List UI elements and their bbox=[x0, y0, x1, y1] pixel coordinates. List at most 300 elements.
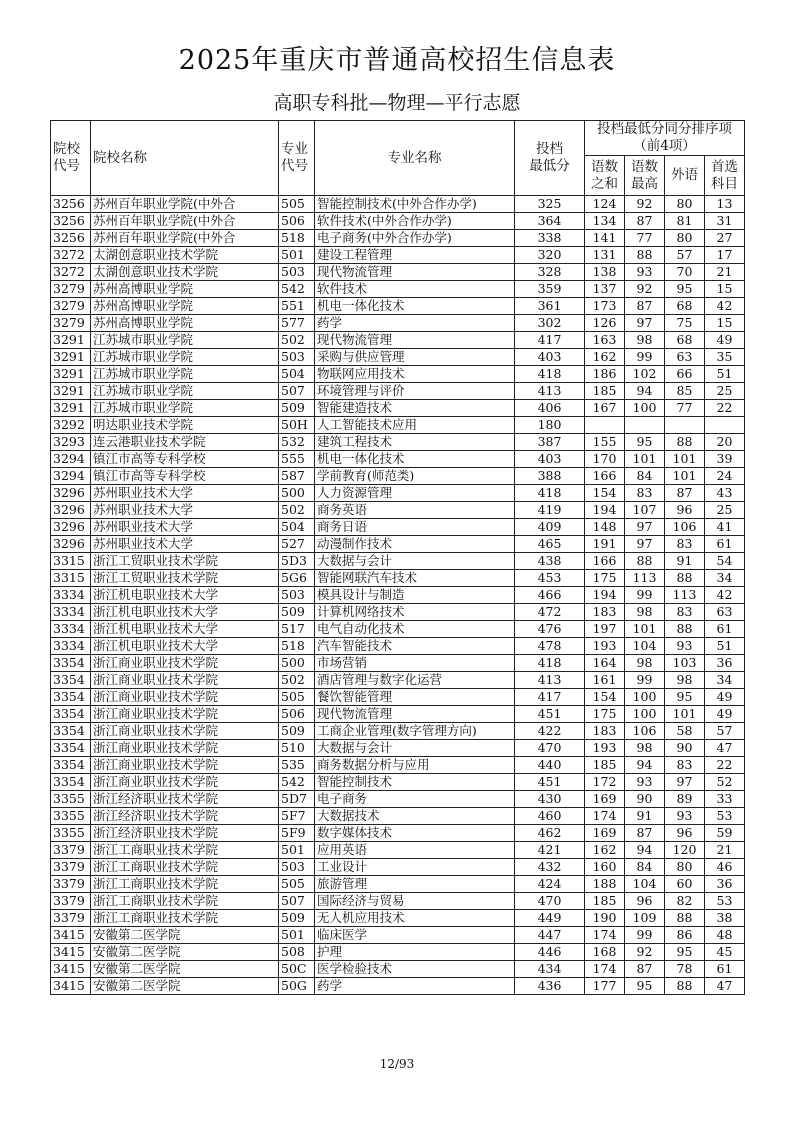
foreign-language-cell: 97 bbox=[665, 774, 705, 791]
min-score-cell: 436 bbox=[515, 978, 585, 995]
first-subject-cell: 35 bbox=[705, 349, 745, 366]
major-code-cell: 555 bbox=[279, 451, 315, 468]
school-name-cell: 苏州高博职业学院 bbox=[91, 298, 279, 315]
min-score-cell: 320 bbox=[515, 247, 585, 264]
table-row bbox=[51, 536, 745, 553]
major-name-cell: 市场营销 bbox=[315, 655, 515, 672]
chinese-math-sum-cell: 174 bbox=[585, 961, 625, 978]
min-score-cell: 302 bbox=[515, 315, 585, 332]
first-subject-cell: 54 bbox=[705, 553, 745, 570]
chinese-math-max-cell: 83 bbox=[625, 485, 665, 502]
major-code-cell: 518 bbox=[279, 638, 315, 655]
chinese-math-sum-cell: 177 bbox=[585, 978, 625, 995]
chinese-math-max-cell: 104 bbox=[625, 876, 665, 893]
school-name-cell: 苏州高博职业学院 bbox=[91, 281, 279, 298]
chinese-math-sum-cell: 174 bbox=[585, 927, 625, 944]
first-subject-cell: 34 bbox=[705, 672, 745, 689]
school-name-cell: 太湖创意职业技术学院 bbox=[91, 247, 279, 264]
table-row bbox=[51, 723, 745, 740]
school-code-cell: 3272 bbox=[51, 247, 91, 264]
table-row bbox=[51, 281, 745, 298]
major-name-cell: 汽车智能技术 bbox=[315, 638, 515, 655]
chinese-math-sum-cell: 173 bbox=[585, 298, 625, 315]
first-subject-cell: 20 bbox=[705, 434, 745, 451]
school-name-cell: 安徽第二医学院 bbox=[91, 978, 279, 995]
first-subject-cell: 15 bbox=[705, 281, 745, 298]
chinese-math-max-cell: 99 bbox=[625, 587, 665, 604]
chinese-math-max-cell: 88 bbox=[625, 247, 665, 264]
foreign-language-cell bbox=[665, 417, 705, 434]
major-code-cell: 507 bbox=[279, 893, 315, 910]
header-major-name: 专业名称 bbox=[315, 121, 515, 196]
major-code-cell: 505 bbox=[279, 689, 315, 706]
min-score-cell: 387 bbox=[515, 434, 585, 451]
foreign-language-cell: 90 bbox=[665, 740, 705, 757]
major-code-cell: 509 bbox=[279, 910, 315, 927]
school-name-cell: 江苏城市职业学院 bbox=[91, 400, 279, 417]
school-code-cell: 3272 bbox=[51, 264, 91, 281]
chinese-math-sum-cell: 131 bbox=[585, 247, 625, 264]
school-name-cell: 浙江工商职业技术学院 bbox=[91, 842, 279, 859]
chinese-math-max-cell: 95 bbox=[625, 978, 665, 995]
first-subject-cell: 52 bbox=[705, 774, 745, 791]
major-name-cell: 建筑工程技术 bbox=[315, 434, 515, 451]
school-name-cell: 浙江机电职业技术大学 bbox=[91, 604, 279, 621]
school-code-cell: 3256 bbox=[51, 230, 91, 247]
school-name-cell: 苏州职业技术大学 bbox=[91, 519, 279, 536]
chinese-math-max-cell: 98 bbox=[625, 740, 665, 757]
major-code-cell: 532 bbox=[279, 434, 315, 451]
first-subject-cell: 21 bbox=[705, 264, 745, 281]
first-subject-cell: 61 bbox=[705, 536, 745, 553]
school-name-cell: 浙江商业职业技术学院 bbox=[91, 740, 279, 757]
major-code-cell: 542 bbox=[279, 281, 315, 298]
major-name-cell: 国际经济与贸易 bbox=[315, 893, 515, 910]
foreign-language-cell: 93 bbox=[665, 638, 705, 655]
foreign-language-cell: 66 bbox=[665, 366, 705, 383]
school-name-cell: 浙江机电职业技术大学 bbox=[91, 638, 279, 655]
table-body bbox=[51, 196, 745, 995]
school-code-cell: 3296 bbox=[51, 485, 91, 502]
chinese-math-sum-cell: 160 bbox=[585, 859, 625, 876]
chinese-math-max-cell: 94 bbox=[625, 757, 665, 774]
first-subject-cell: 41 bbox=[705, 519, 745, 536]
school-code-cell: 3355 bbox=[51, 825, 91, 842]
major-code-cell: 5D7 bbox=[279, 791, 315, 808]
foreign-language-cell: 93 bbox=[665, 808, 705, 825]
table-row bbox=[51, 672, 745, 689]
first-subject-cell: 34 bbox=[705, 570, 745, 587]
foreign-language-cell: 120 bbox=[665, 842, 705, 859]
table-row bbox=[51, 604, 745, 621]
chinese-math-sum-cell: 185 bbox=[585, 383, 625, 400]
school-code-cell: 3294 bbox=[51, 468, 91, 485]
chinese-math-sum-cell: 148 bbox=[585, 519, 625, 536]
school-code-cell: 3296 bbox=[51, 519, 91, 536]
chinese-math-sum-cell: 191 bbox=[585, 536, 625, 553]
foreign-language-cell: 80 bbox=[665, 196, 705, 213]
table-row bbox=[51, 349, 745, 366]
major-code-cell: 505 bbox=[279, 196, 315, 213]
min-score-cell: 338 bbox=[515, 230, 585, 247]
chinese-math-sum-cell: 190 bbox=[585, 910, 625, 927]
chinese-math-max-cell: 100 bbox=[625, 689, 665, 706]
chinese-math-max-cell: 101 bbox=[625, 621, 665, 638]
chinese-math-sum-cell: 162 bbox=[585, 349, 625, 366]
min-score-cell: 434 bbox=[515, 961, 585, 978]
header-min-score: 投档 最低分 bbox=[515, 121, 585, 196]
table-row bbox=[51, 961, 745, 978]
table-row bbox=[51, 468, 745, 485]
major-name-cell: 动漫制作技术 bbox=[315, 536, 515, 553]
min-score-cell: 451 bbox=[515, 774, 585, 791]
min-score-cell: 470 bbox=[515, 740, 585, 757]
chinese-math-max-cell: 88 bbox=[625, 553, 665, 570]
first-subject-cell: 49 bbox=[705, 706, 745, 723]
page-title: 2025年重庆市普通高校招生信息表 bbox=[178, 45, 616, 76]
chinese-math-max-cell: 92 bbox=[625, 944, 665, 961]
school-code-cell: 3279 bbox=[51, 298, 91, 315]
major-name-cell: 药学 bbox=[315, 315, 515, 332]
first-subject-cell: 45 bbox=[705, 944, 745, 961]
header-school-name: 院校名称 bbox=[91, 121, 279, 196]
table-row bbox=[51, 791, 745, 808]
min-score-cell: 180 bbox=[515, 417, 585, 434]
chinese-math-max-cell: 84 bbox=[625, 859, 665, 876]
school-name-cell: 安徽第二医学院 bbox=[91, 961, 279, 978]
major-code-cell: 503 bbox=[279, 349, 315, 366]
first-subject-cell: 47 bbox=[705, 740, 745, 757]
min-score-cell: 413 bbox=[515, 383, 585, 400]
major-code-cell: 502 bbox=[279, 672, 315, 689]
first-subject-cell: 38 bbox=[705, 910, 745, 927]
school-code-cell: 3334 bbox=[51, 621, 91, 638]
major-name-cell: 药学 bbox=[315, 978, 515, 995]
major-code-cell: 5F7 bbox=[279, 808, 315, 825]
chinese-math-max-cell: 92 bbox=[625, 281, 665, 298]
first-subject-cell: 43 bbox=[705, 485, 745, 502]
first-subject-cell: 47 bbox=[705, 978, 745, 995]
foreign-language-cell: 80 bbox=[665, 230, 705, 247]
min-score-cell: 466 bbox=[515, 587, 585, 604]
chinese-math-max-cell: 98 bbox=[625, 604, 665, 621]
school-code-cell: 3354 bbox=[51, 689, 91, 706]
min-score-cell: 406 bbox=[515, 400, 585, 417]
chinese-math-sum-cell: 134 bbox=[585, 213, 625, 230]
foreign-language-cell: 81 bbox=[665, 213, 705, 230]
foreign-language-cell: 83 bbox=[665, 604, 705, 621]
major-name-cell: 采购与供应管理 bbox=[315, 349, 515, 366]
min-score-cell: 418 bbox=[515, 655, 585, 672]
min-score-cell: 478 bbox=[515, 638, 585, 655]
table-row bbox=[51, 196, 745, 213]
school-name-cell: 浙江经济职业技术学院 bbox=[91, 825, 279, 842]
major-code-cell: 5D3 bbox=[279, 553, 315, 570]
school-code-cell: 3315 bbox=[51, 553, 91, 570]
major-name-cell: 临床医学 bbox=[315, 927, 515, 944]
table-row bbox=[51, 757, 745, 774]
chinese-math-sum-cell: 170 bbox=[585, 451, 625, 468]
table-row bbox=[51, 893, 745, 910]
school-name-cell: 浙江商业职业技术学院 bbox=[91, 672, 279, 689]
foreign-language-cell: 63 bbox=[665, 349, 705, 366]
school-code-cell: 3334 bbox=[51, 638, 91, 655]
major-code-cell: 500 bbox=[279, 655, 315, 672]
first-subject-cell: 59 bbox=[705, 825, 745, 842]
min-score-cell: 419 bbox=[515, 502, 585, 519]
chinese-math-max-cell: 97 bbox=[625, 315, 665, 332]
major-code-cell: 509 bbox=[279, 400, 315, 417]
table-row bbox=[51, 842, 745, 859]
admission-table bbox=[50, 120, 745, 995]
first-subject-cell: 48 bbox=[705, 927, 745, 944]
chinese-math-sum-cell: 163 bbox=[585, 332, 625, 349]
chinese-math-sum-cell: 188 bbox=[585, 876, 625, 893]
school-name-cell: 浙江商业职业技术学院 bbox=[91, 774, 279, 791]
chinese-math-max-cell: 99 bbox=[625, 927, 665, 944]
major-name-cell: 大数据与会计 bbox=[315, 740, 515, 757]
school-code-cell: 3291 bbox=[51, 349, 91, 366]
chinese-math-max-cell bbox=[625, 417, 665, 434]
school-name-cell: 安徽第二医学院 bbox=[91, 927, 279, 944]
chinese-math-max-cell: 95 bbox=[625, 434, 665, 451]
major-code-cell: 577 bbox=[279, 315, 315, 332]
foreign-language-cell: 101 bbox=[665, 706, 705, 723]
school-name-cell: 浙江商业职业技术学院 bbox=[91, 723, 279, 740]
table-row bbox=[51, 383, 745, 400]
major-code-cell: 507 bbox=[279, 383, 315, 400]
school-code-cell: 3354 bbox=[51, 723, 91, 740]
school-code-cell: 3354 bbox=[51, 757, 91, 774]
foreign-language-cell: 88 bbox=[665, 434, 705, 451]
table-row bbox=[51, 519, 745, 536]
chinese-math-max-cell: 77 bbox=[625, 230, 665, 247]
major-name-cell: 现代物流管理 bbox=[315, 332, 515, 349]
school-code-cell: 3355 bbox=[51, 791, 91, 808]
school-code-cell: 3291 bbox=[51, 383, 91, 400]
chinese-math-max-cell: 87 bbox=[625, 298, 665, 315]
first-subject-cell: 15 bbox=[705, 315, 745, 332]
foreign-language-cell: 95 bbox=[665, 281, 705, 298]
major-code-cell: 518 bbox=[279, 230, 315, 247]
major-name-cell: 无人机应用技术 bbox=[315, 910, 515, 927]
chinese-math-sum-cell: 183 bbox=[585, 604, 625, 621]
table-row bbox=[51, 621, 745, 638]
chinese-math-sum-cell: 166 bbox=[585, 553, 625, 570]
chinese-math-max-cell: 91 bbox=[625, 808, 665, 825]
chinese-math-max-cell: 100 bbox=[625, 400, 665, 417]
chinese-math-max-cell: 87 bbox=[625, 825, 665, 842]
table-row bbox=[51, 774, 745, 791]
major-name-cell: 智能控制技术 bbox=[315, 774, 515, 791]
foreign-language-cell: 88 bbox=[665, 978, 705, 995]
page-subtitle: 高职专科批—物理—平行志愿 bbox=[273, 92, 521, 114]
school-code-cell: 3291 bbox=[51, 366, 91, 383]
foreign-language-cell: 68 bbox=[665, 298, 705, 315]
min-score-cell: 460 bbox=[515, 808, 585, 825]
school-code-cell: 3354 bbox=[51, 774, 91, 791]
major-name-cell: 智能控制技术(中外合作办学) bbox=[315, 196, 515, 213]
table-row bbox=[51, 298, 745, 315]
chinese-math-sum-cell: 186 bbox=[585, 366, 625, 383]
major-name-cell: 旅游管理 bbox=[315, 876, 515, 893]
major-code-cell: 506 bbox=[279, 706, 315, 723]
school-code-cell: 3292 bbox=[51, 417, 91, 434]
chinese-math-sum-cell: 185 bbox=[585, 757, 625, 774]
min-score-cell: 465 bbox=[515, 536, 585, 553]
min-score-cell: 418 bbox=[515, 366, 585, 383]
school-code-cell: 3334 bbox=[51, 604, 91, 621]
chinese-math-sum-cell: 137 bbox=[585, 281, 625, 298]
foreign-language-cell: 70 bbox=[665, 264, 705, 281]
school-name-cell: 连云港职业技术学院 bbox=[91, 434, 279, 451]
school-name-cell: 浙江商业职业技术学院 bbox=[91, 706, 279, 723]
table-row bbox=[51, 944, 745, 961]
major-code-cell: 510 bbox=[279, 740, 315, 757]
major-name-cell: 人工智能技术应用 bbox=[315, 417, 515, 434]
table-row bbox=[51, 553, 745, 570]
first-subject-cell: 51 bbox=[705, 638, 745, 655]
chinese-math-sum-cell: 154 bbox=[585, 485, 625, 502]
table-row bbox=[51, 485, 745, 502]
chinese-math-max-cell: 107 bbox=[625, 502, 665, 519]
school-name-cell: 安徽第二医学院 bbox=[91, 944, 279, 961]
foreign-language-cell: 87 bbox=[665, 485, 705, 502]
major-name-cell: 智能建造技术 bbox=[315, 400, 515, 417]
chinese-math-sum-cell: 124 bbox=[585, 196, 625, 213]
chinese-math-max-cell: 87 bbox=[625, 213, 665, 230]
chinese-math-sum-cell: 175 bbox=[585, 570, 625, 587]
table-row bbox=[51, 876, 745, 893]
table-row bbox=[51, 230, 745, 247]
min-score-cell: 424 bbox=[515, 876, 585, 893]
school-code-cell: 3415 bbox=[51, 927, 91, 944]
school-name-cell: 镇江市高等专科学校 bbox=[91, 468, 279, 485]
school-code-cell: 3379 bbox=[51, 910, 91, 927]
school-name-cell: 浙江机电职业技术大学 bbox=[91, 587, 279, 604]
major-code-cell: 535 bbox=[279, 757, 315, 774]
table-header bbox=[51, 121, 745, 196]
foreign-language-cell: 86 bbox=[665, 927, 705, 944]
major-code-cell: 502 bbox=[279, 332, 315, 349]
table-row bbox=[51, 927, 745, 944]
major-name-cell: 环境管理与评价 bbox=[315, 383, 515, 400]
table-row bbox=[51, 638, 745, 655]
school-code-cell: 3294 bbox=[51, 451, 91, 468]
chinese-math-sum-cell: 168 bbox=[585, 944, 625, 961]
major-code-cell: 502 bbox=[279, 502, 315, 519]
foreign-language-cell: 77 bbox=[665, 400, 705, 417]
major-code-cell: 503 bbox=[279, 264, 315, 281]
table-row bbox=[51, 434, 745, 451]
chinese-math-max-cell: 102 bbox=[625, 366, 665, 383]
chinese-math-sum-cell: 183 bbox=[585, 723, 625, 740]
first-subject-cell: 42 bbox=[705, 298, 745, 315]
table-row bbox=[51, 264, 745, 281]
school-name-cell: 浙江工商职业技术学院 bbox=[91, 910, 279, 927]
foreign-language-cell: 75 bbox=[665, 315, 705, 332]
table-row bbox=[51, 978, 745, 995]
school-name-cell: 太湖创意职业技术学院 bbox=[91, 264, 279, 281]
major-code-cell: 5F9 bbox=[279, 825, 315, 842]
major-name-cell: 机电一体化技术 bbox=[315, 451, 515, 468]
school-name-cell: 明达职业技术学院 bbox=[91, 417, 279, 434]
min-score-cell: 422 bbox=[515, 723, 585, 740]
chinese-math-sum-cell: 193 bbox=[585, 740, 625, 757]
school-name-cell: 浙江商业职业技术学院 bbox=[91, 757, 279, 774]
major-name-cell: 电子商务 bbox=[315, 791, 515, 808]
school-code-cell: 3355 bbox=[51, 808, 91, 825]
first-subject-cell: 61 bbox=[705, 621, 745, 638]
chinese-math-max-cell: 109 bbox=[625, 910, 665, 927]
first-subject-cell: 25 bbox=[705, 383, 745, 400]
school-name-cell: 浙江商业职业技术学院 bbox=[91, 689, 279, 706]
major-name-cell: 现代物流管理 bbox=[315, 264, 515, 281]
header-school-code: 院校 代号 bbox=[51, 121, 91, 196]
school-code-cell: 3291 bbox=[51, 400, 91, 417]
header-first-subject: 首选 科目 bbox=[705, 156, 745, 196]
chinese-math-max-cell: 87 bbox=[625, 961, 665, 978]
chinese-math-sum-cell: 164 bbox=[585, 655, 625, 672]
chinese-math-max-cell: 90 bbox=[625, 791, 665, 808]
chinese-math-sum-cell: 197 bbox=[585, 621, 625, 638]
first-subject-cell: 63 bbox=[705, 604, 745, 621]
major-name-cell: 机电一体化技术 bbox=[315, 298, 515, 315]
foreign-language-cell: 88 bbox=[665, 621, 705, 638]
major-code-cell: 503 bbox=[279, 587, 315, 604]
major-name-cell: 智能网联汽车技术 bbox=[315, 570, 515, 587]
major-name-cell: 电子商务(中外合作办学) bbox=[315, 230, 515, 247]
chinese-math-sum-cell: 185 bbox=[585, 893, 625, 910]
school-name-cell: 苏州百年职业学院(中外合 bbox=[91, 196, 279, 213]
chinese-math-max-cell: 98 bbox=[625, 655, 665, 672]
min-score-cell: 447 bbox=[515, 927, 585, 944]
first-subject-cell: 53 bbox=[705, 893, 745, 910]
major-name-cell: 护理 bbox=[315, 944, 515, 961]
foreign-language-cell: 98 bbox=[665, 672, 705, 689]
foreign-language-cell: 82 bbox=[665, 893, 705, 910]
foreign-language-cell: 89 bbox=[665, 791, 705, 808]
header-chinese-math-sum: 语数 之和 bbox=[585, 156, 625, 196]
chinese-math-max-cell: 104 bbox=[625, 638, 665, 655]
foreign-language-cell: 83 bbox=[665, 536, 705, 553]
chinese-math-max-cell: 97 bbox=[625, 536, 665, 553]
major-code-cell: 504 bbox=[279, 519, 315, 536]
major-name-cell: 学前教育(师范类) bbox=[315, 468, 515, 485]
min-score-cell: 361 bbox=[515, 298, 585, 315]
table-row bbox=[51, 859, 745, 876]
major-name-cell: 电气自动化技术 bbox=[315, 621, 515, 638]
header-major-code: 专业 代号 bbox=[279, 121, 315, 196]
chinese-math-max-cell: 113 bbox=[625, 570, 665, 587]
header-chinese-math-max: 语数 最高 bbox=[625, 156, 665, 196]
min-score-cell: 432 bbox=[515, 859, 585, 876]
major-name-cell: 餐饮智能管理 bbox=[315, 689, 515, 706]
major-code-cell: 527 bbox=[279, 536, 315, 553]
school-code-cell: 3379 bbox=[51, 876, 91, 893]
table-row bbox=[51, 655, 745, 672]
major-name-cell: 商务日语 bbox=[315, 519, 515, 536]
chinese-math-sum-cell: 169 bbox=[585, 825, 625, 842]
major-name-cell: 酒店管理与数字化运营 bbox=[315, 672, 515, 689]
school-name-cell: 苏州职业技术大学 bbox=[91, 536, 279, 553]
school-name-cell: 浙江经济职业技术学院 bbox=[91, 808, 279, 825]
major-code-cell: 50G bbox=[279, 978, 315, 995]
major-name-cell: 数字媒体技术 bbox=[315, 825, 515, 842]
school-code-cell: 3296 bbox=[51, 502, 91, 519]
min-score-cell: 388 bbox=[515, 468, 585, 485]
foreign-language-cell: 113 bbox=[665, 587, 705, 604]
